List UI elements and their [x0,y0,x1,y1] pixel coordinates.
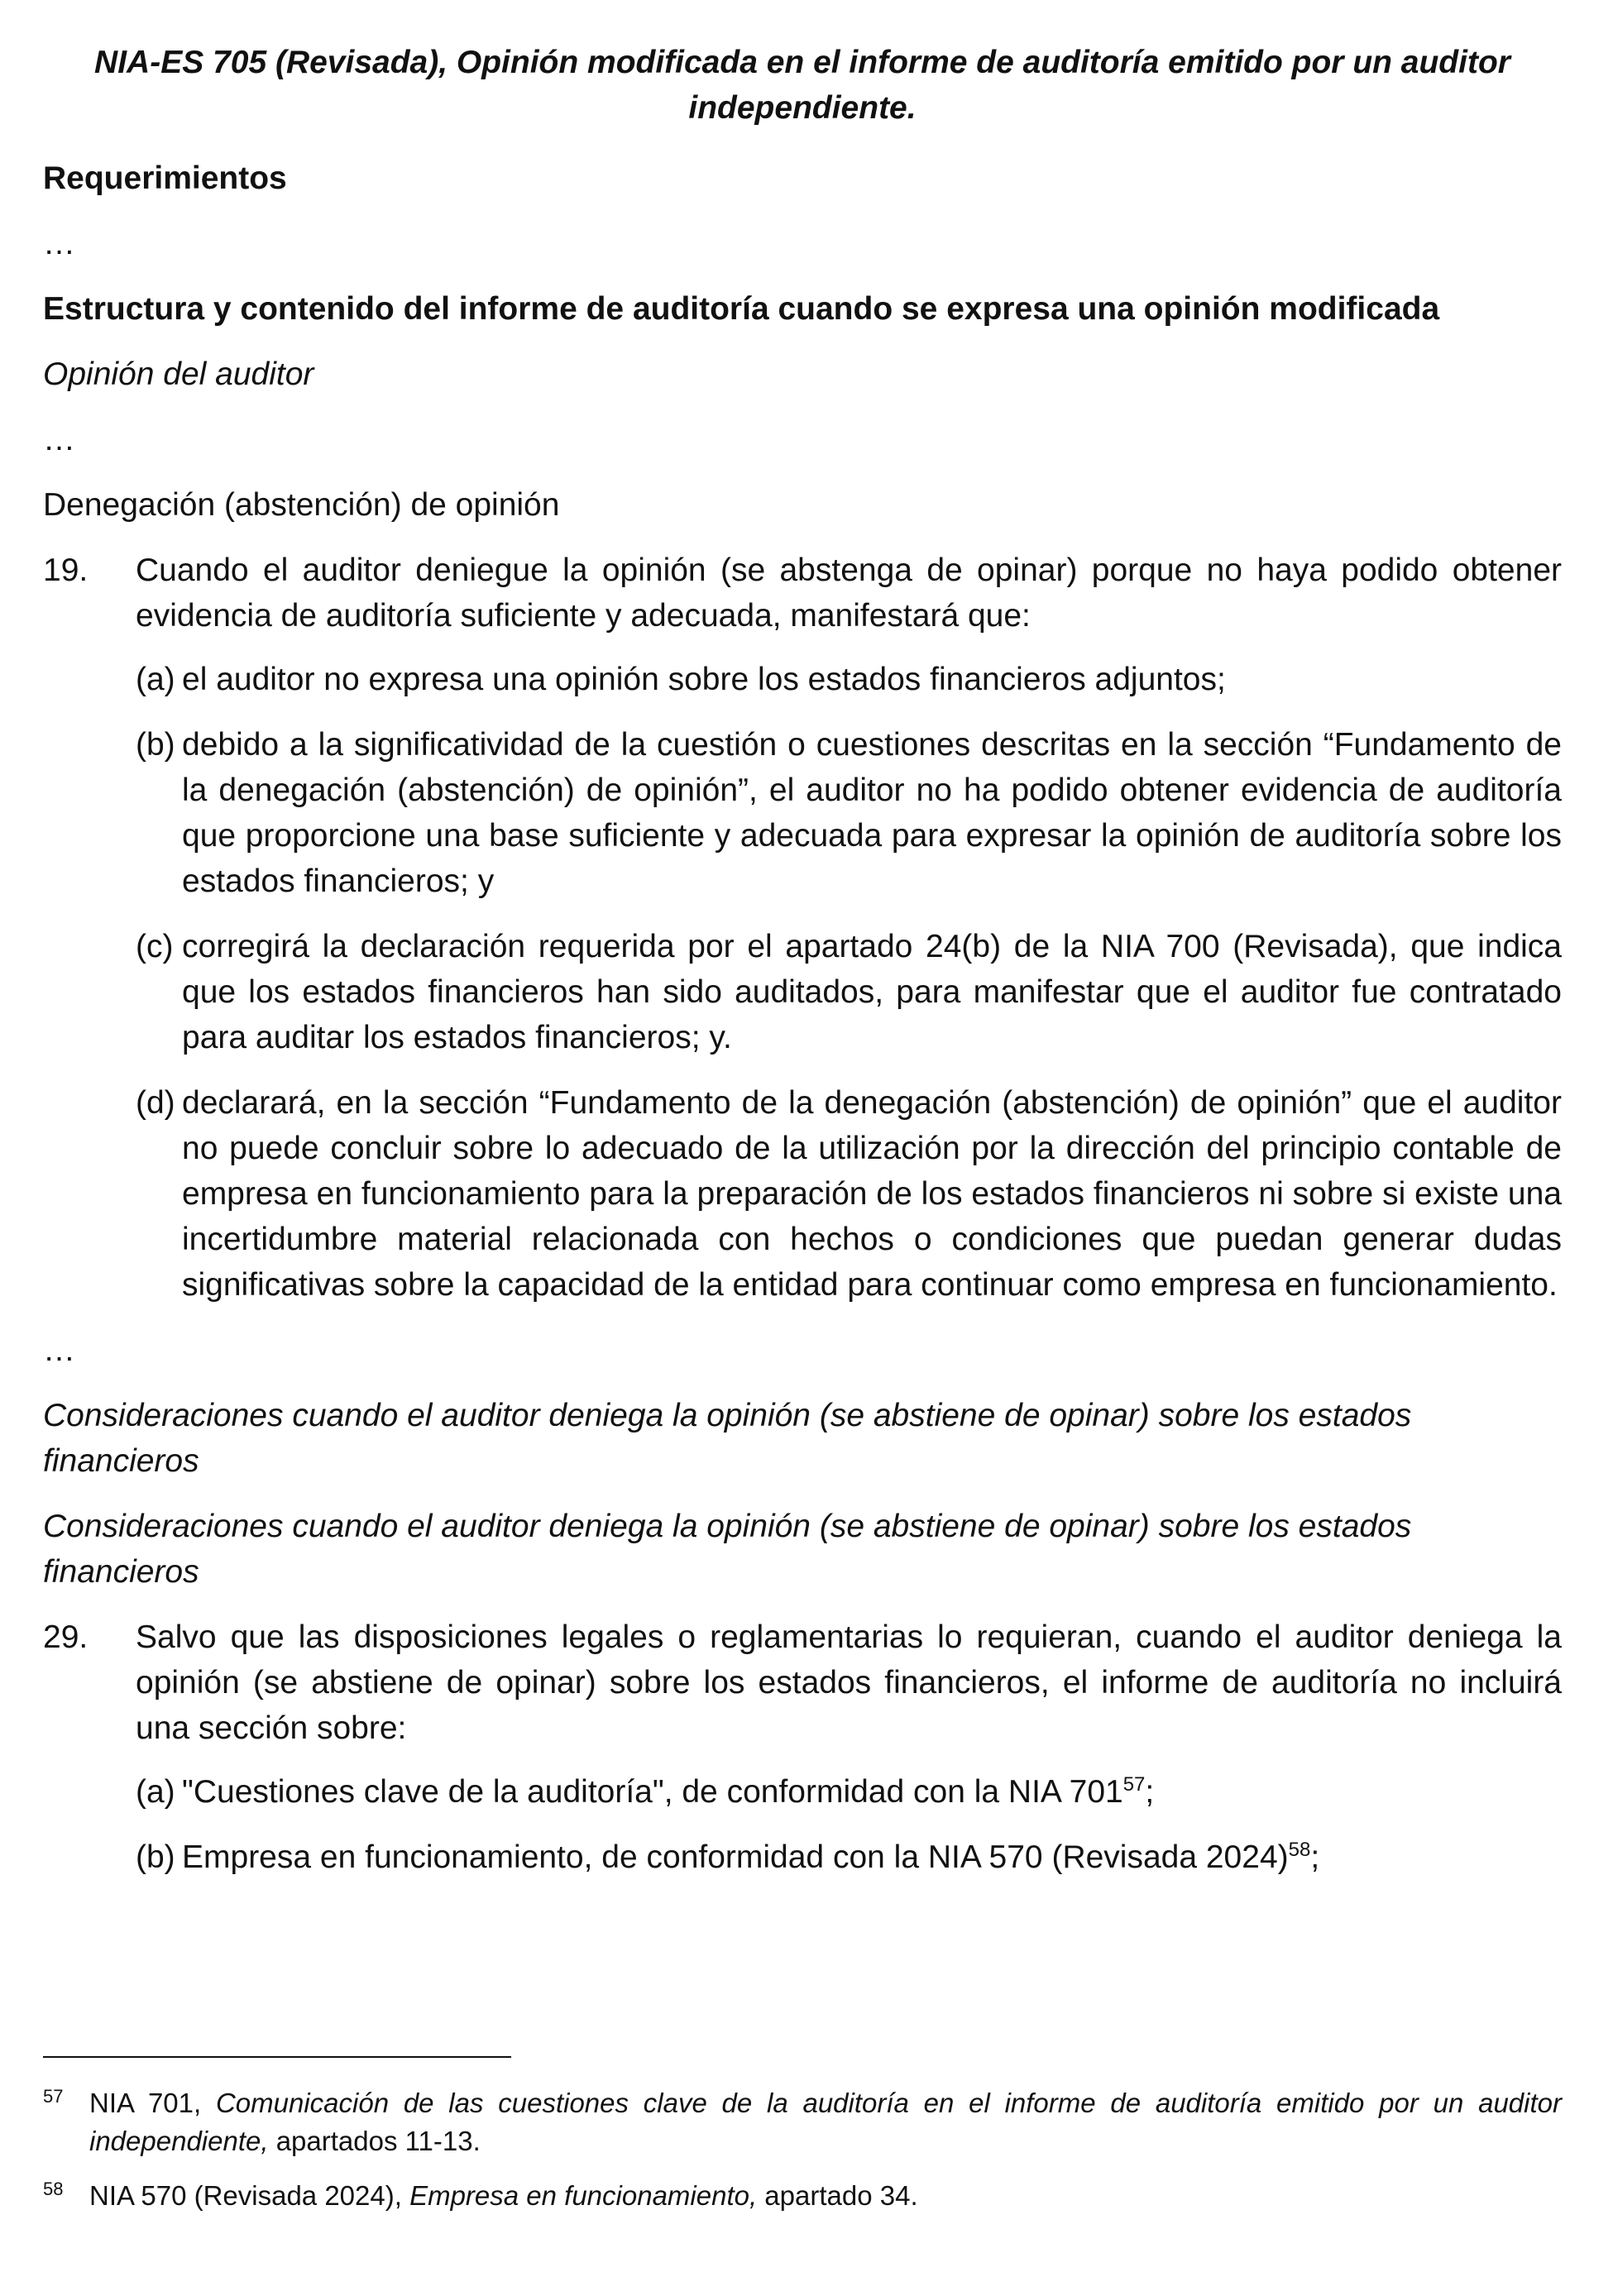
item-text: "Cuestiones clave de la auditoría", de conformidad con la NIA 701 [182,1774,1123,1810]
footnote-number: 57 [43,2086,64,2107]
item-text: el auditor no expresa una opinión sobre los estados financieros adjuntos; [182,662,1226,697]
list-item-19a [43,657,1562,702]
heading-requirements: Requerimientos [43,160,287,196]
paragraph-number: 29. [43,1619,89,1655]
item-text: corregirá la declaración requerida por el apartado 24(b) de la NIA 700 (Revisada), que indica que los estados financieros han sido auditados, para manifestar que el auditor fue contratado para auditar los estados financieros; y. [182,929,1562,1055]
item-letter: (c) [136,929,174,964]
heading-denial-of-opinion: Denegación (abstención) de opinión [43,487,560,523]
ellipsis-3: … [43,1332,75,1368]
footnote-58 [43,2177,1562,2215]
heading-auditor-opinion: Opinión del auditor [43,356,314,392]
footnote-lead: NIA 701, [89,2088,216,2118]
footnote-tail: apartados 11-13. [268,2126,481,2156]
document-page [43,40,1562,1900]
item-letter: (a) [136,1774,175,1810]
item-letter: (b) [136,1839,175,1875]
footnote-title: Empresa en funcionamiento, [409,2180,758,2211]
item-letter: (b) [136,727,175,763]
item-punctuation: ; [1145,1774,1155,1810]
paragraph-29 [43,1614,1562,1751]
ellipsis-1: … [43,226,75,261]
paragraph-number: 19. [43,552,89,588]
footnote-divider [43,2056,511,2058]
list-item-19b [43,722,1562,904]
item-text: declarará, en la sección “Fundamento de la denegación (abstención) de opinión” que el auditor no puede concluir sobre lo adecuado de la utilización por la dirección del principio contable de empresa en funcionamiento para la preparación de los estados financieros ni sobre si existe una incertidumbre material relacionada con hechos o condiciones que puedan generar dudas significativas sobre la capacidad de la entidad para continuar como empresa en funcionamiento. [182,1085,1562,1303]
list-item-29a [43,1769,1562,1815]
heading-considerations-1: Consideraciones cuando el auditor deniega la opinión (se abstiene de opinar) sobre los estados financieros [43,1398,1412,1479]
paragraph-text: Cuando el auditor deniegue la opinión (se abstenga de opinar) porque no haya podido obtener evidencia de auditoría suficiente y adecuada, manifestará que: [136,552,1562,634]
paragraph-19 [43,548,1562,639]
item-punctuation: ; [1310,1839,1320,1875]
document-title: NIA-ES 705 (Revisada), Opinión modificada en el informe de auditoría emitido por un auditor independiente. [94,45,1510,126]
list-item-19d [43,1080,1562,1308]
list-item-19c [43,924,1562,1060]
item-letter: (a) [136,662,175,697]
footnote-lead: NIA 570 (Revisada 2024), [89,2180,410,2211]
list-item-29b [43,1834,1562,1880]
ellipsis-2: … [43,422,75,457]
footnote-number: 58 [43,2179,64,2199]
footnote-tail: apartado 34. [757,2180,918,2211]
footnote-57 [43,2084,1562,2160]
footnotes [43,2084,1562,2231]
footnote-ref-57[interactable]: 57 [1122,1773,1146,1796]
item-letter: (d) [136,1085,175,1121]
heading-structure: Estructura y contenido del informe de auditoría cuando se expresa una opinión modificada [43,291,1440,327]
footnote-ref-58[interactable]: 58 [1288,1839,1311,1861]
item-text: Empresa en funcionamiento, de conformidad con la NIA 570 (Revisada 2024) [182,1839,1289,1875]
footnote-title: Comunicación de las cuestiones clave de la auditoría en el informe de auditoría emitido por un auditor independiente, [89,2088,1562,2156]
item-text: debido a la significatividad de la cuestión o cuestiones descritas en la sección “Fundamento de la denegación (abstención) de opinión”, el auditor no ha podido obtener evidencia de auditoría que proporcione una base suficiente y adecuada para expresar la opinión de auditoría sobre los estados financieros; y [182,727,1562,899]
heading-considerations-2: Consideraciones cuando el auditor deniega la opinión (se abstiene de opinar) sobre los estados financieros [43,1509,1412,1590]
paragraph-text: Salvo que las disposiciones legales o reglamentarias lo requieran, cuando el auditor deniega la opinión (se abstiene de opinar) sobre los estados financieros, el informe de auditoría no incluirá una sección sobre: [136,1619,1562,1746]
